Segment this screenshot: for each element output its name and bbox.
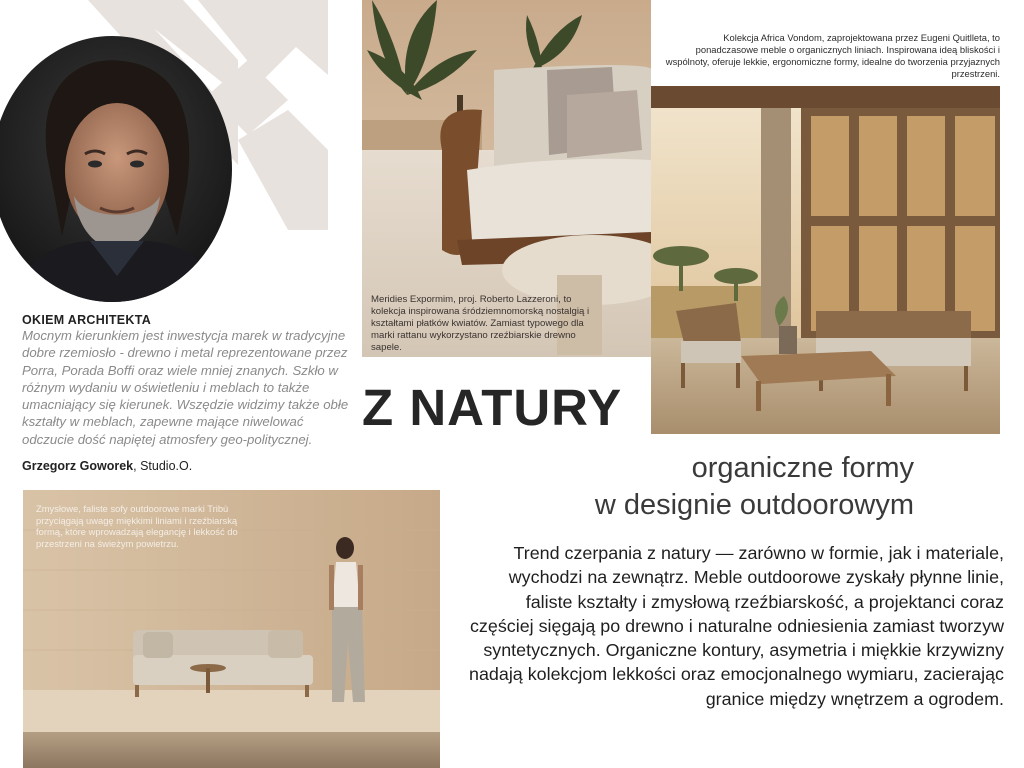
architect-portrait [0, 36, 232, 302]
villa-terrace-photo [651, 86, 1000, 434]
tribu-caption: Zmysłowe, faliste sofy outdoorowe marki Tribù przyciągają uwagę miękkimi liniami i rzeźbiarską formą, które wprowadzają elegancję i lekkość do przestrzeni na świeżym powietrzu. [36, 503, 238, 549]
architect-signature [22, 459, 192, 473]
architect-studio: , Studio.O. [133, 459, 193, 473]
architect-section-heading: OKIEM ARCHITEKTA [22, 313, 152, 327]
main-title: Z NATURY [362, 379, 623, 436]
subtitle-line-1: organiczne formy [691, 452, 914, 484]
architect-name: Grzegorz Goworek [22, 459, 134, 473]
article-body: Trend czerpania z natury — zarówno w formie, jak i materiale, wychodzi na zewnątrz. Meble outdoorowe zyskały płynne linie, faliste kształty i zmysłową rzeźbiarskość, a projektanci coraz częściej sięgają po drewno i naturalne odniesienia zamiast tworzyw syntetycznych. Organiczne kontury, asymetria i miękkie krzywizny nadają kolekcjom lekkości oraz emocjonalnego wymiaru, zacierając granice między wnętrzem a ogrodem. [469, 543, 1004, 709]
sofa-caption: Meridies Expormim, proj. Roberto Lazzeroni, to kolekcja inspirowana śródziemnomorską nostalgią i kształtami płatków kwiatów. Zamiast typowego dla marki rattanu wykorzystano rzeźbiarskie drewno sapele. [371, 294, 590, 353]
africa-collection-caption: Kolekcja Africa Vondom, zaprojektowana przez Eugeni Quitlleta, to ponadczasowe meble o organicznych liniach. Inspirowana ideą bliskości i wspólnoty, oferuje lekkie, ergonomiczne formy, idealne do tworzenia przyjaznych przestrzeni. [665, 32, 1000, 79]
architect-quote: Mocnym kierunkiem jest inwestycja marek w tradycyjne dobre rzemiosło - drewno i metal reprezentowane przez Porra, Porada Boffi oraz wiele mniej znanych. Szkło w różnym wydaniu w oświetleniu i meblach to także umacniający się kierunek. Wszędzie widzimy także obłe kształty w meblach, zapewne mające niwelować odczucie dość napiętej atmosfery geo-politycznej. [22, 328, 349, 447]
subtitle-line-2: w designie outdoorowym [594, 489, 914, 521]
subtitle [470, 450, 914, 524]
